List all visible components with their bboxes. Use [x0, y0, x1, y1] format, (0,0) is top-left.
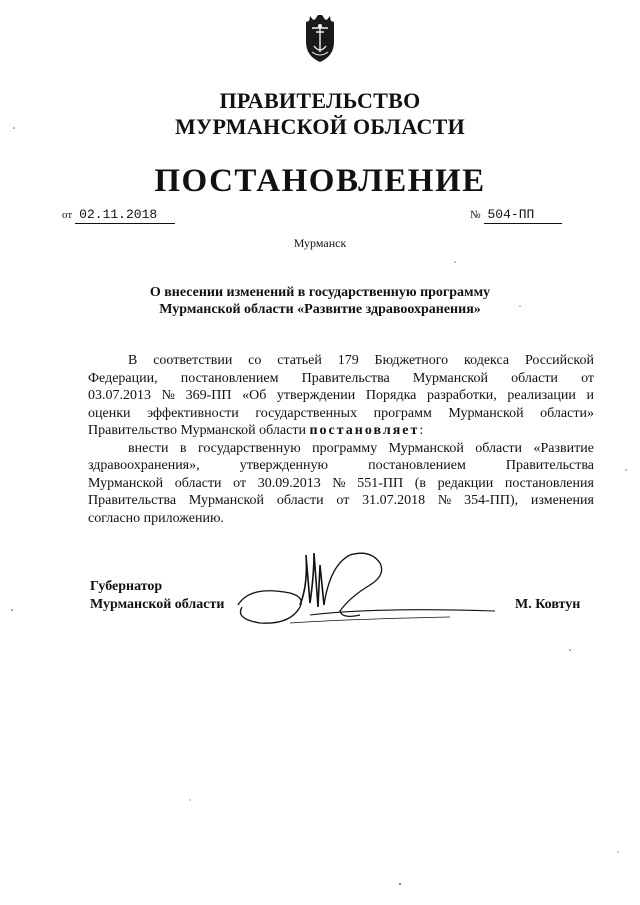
- body-word: Мурманской: [448, 405, 524, 421]
- body-word: Российской: [524, 353, 594, 368]
- date-value: 02.11.2018: [75, 208, 175, 224]
- body-word: от: [336, 493, 350, 508]
- date-label: от: [62, 209, 73, 221]
- body-word: от: [581, 370, 594, 386]
- number-value: 504-ПП: [484, 208, 562, 224]
- body-word: 31.07.2018: [362, 493, 426, 508]
- body-word: и: [586, 388, 594, 403]
- body-word: области: [276, 493, 324, 508]
- body-word: статьей: [277, 353, 322, 368]
- body-word: 30.09.2013: [257, 475, 321, 491]
- body-word: в: [179, 440, 187, 456]
- body-word: изменения: [530, 493, 594, 508]
- body-word: государственную: [197, 440, 301, 456]
- body-word: постановления: [504, 475, 594, 491]
- body-word: 179: [337, 353, 359, 368]
- body-word: №: [437, 493, 452, 508]
- body-word: Мурманской: [412, 370, 488, 386]
- body-word: «Развитие: [533, 440, 594, 456]
- body-word: Бюджетного: [374, 353, 449, 368]
- body-word: Правительства: [301, 370, 390, 386]
- body-word: Мурманской: [88, 475, 164, 491]
- body-word: эффективности: [147, 405, 239, 421]
- body-word: 369-ПП: [185, 388, 232, 403]
- body-word: со: [248, 353, 262, 368]
- body-word: 03.07.2013: [88, 388, 151, 403]
- body-word: 551-ПП: [357, 475, 404, 491]
- body-word: №: [332, 475, 346, 491]
- body-word: реализации: [507, 388, 576, 403]
- body-word: 354-ПП),: [464, 493, 519, 508]
- body-word: Правительства: [88, 493, 177, 508]
- body-word: Мурманской: [388, 440, 464, 456]
- body-text-segment: Правительство Мурманской области: [88, 423, 306, 438]
- number-label: №: [470, 209, 481, 221]
- issue-city: Мурманск: [293, 236, 347, 250]
- document-type-title: ПОСТАНОВЛЕНИЕ: [154, 163, 486, 199]
- body-word: здравоохранения»,: [88, 458, 200, 473]
- body-word: В: [128, 353, 138, 368]
- organization-name-line1: ПРАВИТЕЛЬСТВО: [219, 88, 421, 113]
- body-word: Мурманской: [188, 493, 265, 508]
- body-word: области: [475, 440, 523, 456]
- body-word: постановлением: [180, 370, 279, 386]
- body-word: кодекса: [464, 353, 510, 368]
- body-word: Правительства: [505, 458, 594, 473]
- body-word: Федерации,: [88, 370, 158, 386]
- body-text-segment: :: [419, 423, 424, 438]
- body-text-segment: согласно приложению.: [88, 510, 224, 526]
- body-word: внести: [128, 440, 169, 456]
- body-word: области»: [540, 405, 594, 421]
- signer-name: М. Ковтун: [515, 597, 581, 612]
- body-word: государственных: [255, 405, 358, 421]
- body-word: постановлением: [368, 458, 466, 473]
- signer-title-line: Губернатор: [90, 579, 163, 594]
- body-word: от: [233, 475, 247, 491]
- body-word: программу: [312, 440, 378, 456]
- subject-line: Мурманской области «Развитие здравоохранения»: [159, 302, 481, 317]
- signer-title-line: Мурманской области: [90, 597, 225, 612]
- body-word: области: [511, 370, 558, 386]
- body-word: Порядка: [365, 388, 417, 403]
- body-word: редакции: [437, 475, 494, 491]
- body-word: «Об: [242, 388, 267, 403]
- resolution-verb: постановляет: [309, 423, 420, 438]
- body-word: программ: [373, 405, 432, 421]
- body-word: №: [161, 388, 175, 403]
- body-word: соответствии: [153, 353, 233, 368]
- body-word: оценки: [88, 405, 131, 421]
- body-word: (в: [414, 475, 426, 491]
- body-word: области: [174, 475, 222, 491]
- subject-line: О внесении изменений в государственную программу: [149, 285, 491, 300]
- body-word: утверждении: [276, 388, 356, 403]
- organization-name-line2: МУРМАНСКОЙ ОБЛАСТИ: [174, 114, 466, 139]
- body-word: утвержденную: [239, 458, 329, 473]
- body-word: разработки,: [426, 388, 497, 403]
